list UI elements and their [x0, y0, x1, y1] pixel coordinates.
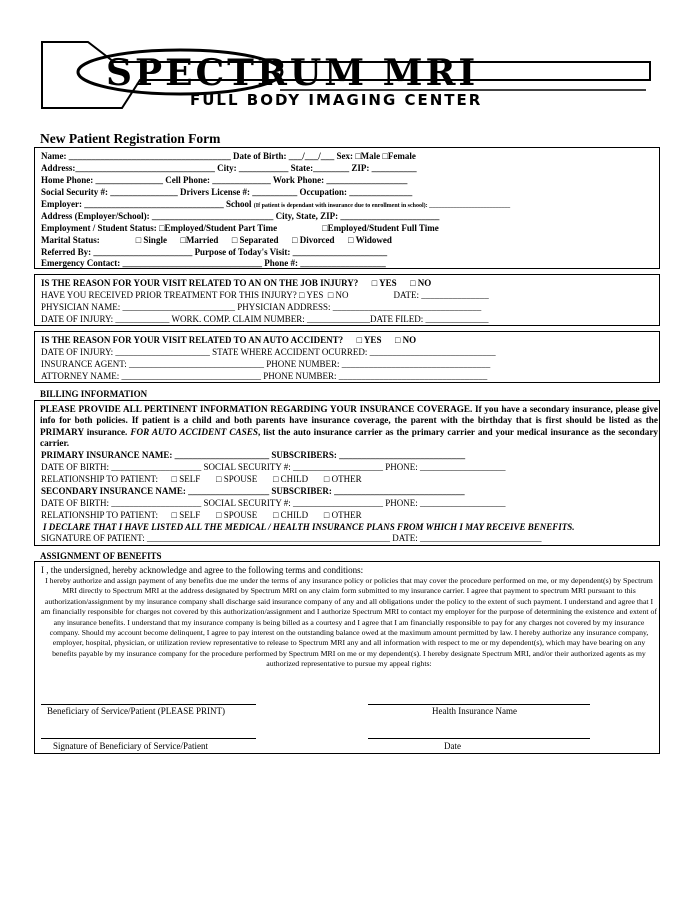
- assignment-heading: ASSIGNMENT OF BENEFITS: [40, 551, 162, 561]
- primary-relationship-row[interactable]: RELATIONSHIP TO PATIENT: □ SELF □ SPOUSE □ CHILD □ OTHER: [41, 474, 362, 484]
- insurance-name-line[interactable]: [368, 704, 590, 705]
- marital-status-row[interactable]: Marital Status: □ Single □Married □ Separated □ Divorced □ Widowed: [41, 235, 392, 245]
- form-title: New Patient Registration Form: [40, 131, 221, 146]
- employer-address-row[interactable]: Address (Employer/School): ___________________________ City, State, ZIP: ______________________: [41, 211, 440, 221]
- employment-status-row[interactable]: Employment / Student Status: □Employed/Student Part Time □Employed/Student Full Time: [41, 223, 439, 233]
- logo-subtitle: FULL BODY IMAGING CENTER: [190, 91, 483, 109]
- auto-accident-question[interactable]: IS THE REASON FOR YOUR VISIT RELATED TO AN AUTO ACCIDENT? □ YES □ NO: [41, 335, 417, 345]
- billing-intro: [40, 404, 658, 450]
- school-note: (If patient is dependant with insurance due to enrollment in school): ___________________________: [253, 203, 511, 209]
- patient-signature-row[interactable]: SIGNATURE OF PATIENT: ______________________________________________________ DATE: ___________________________: [41, 533, 542, 543]
- insurance-agent-row[interactable]: INSURANCE AGENT: ______________________________ PHONE NUMBER: _________________________________: [41, 359, 491, 369]
- primary-insurance-row[interactable]: PRIMARY INSURANCE NAME: _____________________ SUBSCRIBERS: ____________________________: [41, 450, 466, 460]
- beneficiary-signature-line[interactable]: [41, 738, 256, 739]
- emergency-contact-row[interactable]: Emergency Contact: _______________________________ Phone #: ___________________: [41, 258, 386, 268]
- billing-intro-tail: , list the auto insurance carrier as the primary carrier and your medical insurance as the secondary carrier.: [40, 426, 659, 449]
- date-label: Date: [444, 741, 461, 751]
- billing-intro-italic: FOR AUTO ACCIDENT CASES: [130, 426, 258, 437]
- declaration: I DECLARE THAT I HAVE LISTED ALL THE MEDICAL / HEALTH INSURANCE PLANS FROM WHICH I MAY RECEIVE BENEFITS.: [43, 522, 575, 532]
- beneficiary-print-label: Beneficiary of Service/Patient (PLEASE PRINT): [47, 706, 225, 716]
- attorney-row[interactable]: ATTORNEY NAME: _______________________________ PHONE NUMBER: _________________________________: [41, 371, 488, 381]
- ssn-row[interactable]: Social Security #: _______________ Drivers License #: __________ Occupation: ______________: [41, 187, 413, 197]
- prior-treatment-row[interactable]: HAVE YOU RECEIVED PRIOR TREATMENT FOR THIS INJURY? □ YES □ NO DATE: _______________: [41, 290, 489, 300]
- job-injury-question[interactable]: IS THE REASON FOR YOUR VISIT RELATED TO AN ON THE JOB INJURY? □ YES □ NO: [41, 278, 432, 288]
- secondary-relationship-row[interactable]: RELATIONSHIP TO PATIENT: □ SELF □ SPOUSE □ CHILD □ OTHER: [41, 510, 362, 520]
- auto-date-of-injury-row[interactable]: DATE OF INJURY: _____________________ STATE WHERE ACCIDENT OCURRED: ____________________________: [41, 347, 496, 357]
- billing-heading: BILLING INFORMATION: [40, 389, 148, 399]
- date-of-injury-row[interactable]: DATE OF INJURY: ____________ WORK. COMP. CLAIM NUMBER: ______________DATE FILED: ______________: [41, 314, 489, 324]
- assignment-intro: I , the undersigned, hereby acknowledge and agree to the following terms and conditions:: [41, 565, 364, 575]
- beneficiary-signature-label: Signature of Beneficiary of Service/Patient: [53, 741, 208, 751]
- insurance-name-label: Health Insurance Name: [432, 706, 517, 716]
- billing-intro-text: PLEASE PROVIDE ALL PERTINENT INFORMATION REGARDING YOUR INSURANCE COVERAGE. If you have a secondary insurance, please give info for both policies. If patient is a child and both parents have insurance coverage, the parent with the birthday that is first should be listed as the PRIMARY insurance.: [40, 404, 658, 437]
- primary-dob-row[interactable]: DATE OF BIRTH: ____________________ SOCIAL SECURITY #: ____________________ PHONE: ___________________: [41, 462, 506, 472]
- beneficiary-print-line[interactable]: [41, 704, 256, 705]
- logo-text: SPECTRUM MRI: [106, 52, 479, 94]
- secondary-insurance-row[interactable]: SECONDARY INSURANCE NAME: __________________ SUBSCRIBER: _____________________________: [41, 486, 465, 496]
- employer-label: Employer: _______________________________ School: [41, 199, 254, 209]
- referred-by-row[interactable]: Referred By: ______________________ Purpose of Today's Visit: _____________________: [41, 247, 388, 257]
- physician-row[interactable]: PHYSICIAN NAME: _________________________ PHYSICIAN ADDRESS: _________________________________: [41, 302, 482, 312]
- spectrum-mri-logo: [40, 40, 652, 110]
- assignment-body: I hereby authorize and assign payment of any benefits due me under the terms of any insurance policy or policies that may cover the procedure performed on me, or my dependent(s) by Spectrum MRI directly to Spectrum MRI at the address designated by Spectrum MRI on any claim form submitted to my insurance carrier. I agree that payment to spectrum MRI pursuant to this authorization/assignment by my insurance company shall discharge said insurance company of any and all obligations under the policy to the extent of such payment. I understand and agree that I am financially responsible for charges not covered by this authorization/assignment and I authorize Spectrum MRI to contact my employer for the purpose of determining the existence and extent of any insurance benefits. I understand that my insurance company is being billed as a courtesy and I agree that I am financially responsible to pay for any charges not covered by my insurance company. Should my account become delinquent, I agree to pay interest on the outstanding balance owed at the maximum amount permitted by law. I hereby authorize any insurance company, employer, hospital, physician, or utilization review representative to release to Spectrum MRI any and all information with respect to me or my dependent(s), which may have bearing on any benefits payable by my insurance company for the procedure performed by Spectrum MRI on me or my dependent(s). I hereby designate Spectrum MRI, and/or their authorized agents as my authorized representative to pursue my appeal rights:: [40, 576, 658, 669]
- phone-row[interactable]: Home Phone: _______________ Cell Phone: _____________ Work Phone: __________________: [41, 175, 408, 185]
- secondary-dob-row[interactable]: DATE OF BIRTH: ____________________ SOCIAL SECURITY #: ____________________ PHONE: ___________________: [41, 498, 506, 508]
- address-row[interactable]: Address:_______________________________ City: ___________ State:________ ZIP: __________: [41, 163, 417, 173]
- date-line[interactable]: [368, 738, 590, 739]
- name-row[interactable]: Name: ____________________________________ Date of Birth: ___/___/___ Sex: □Male □Female: [41, 151, 416, 161]
